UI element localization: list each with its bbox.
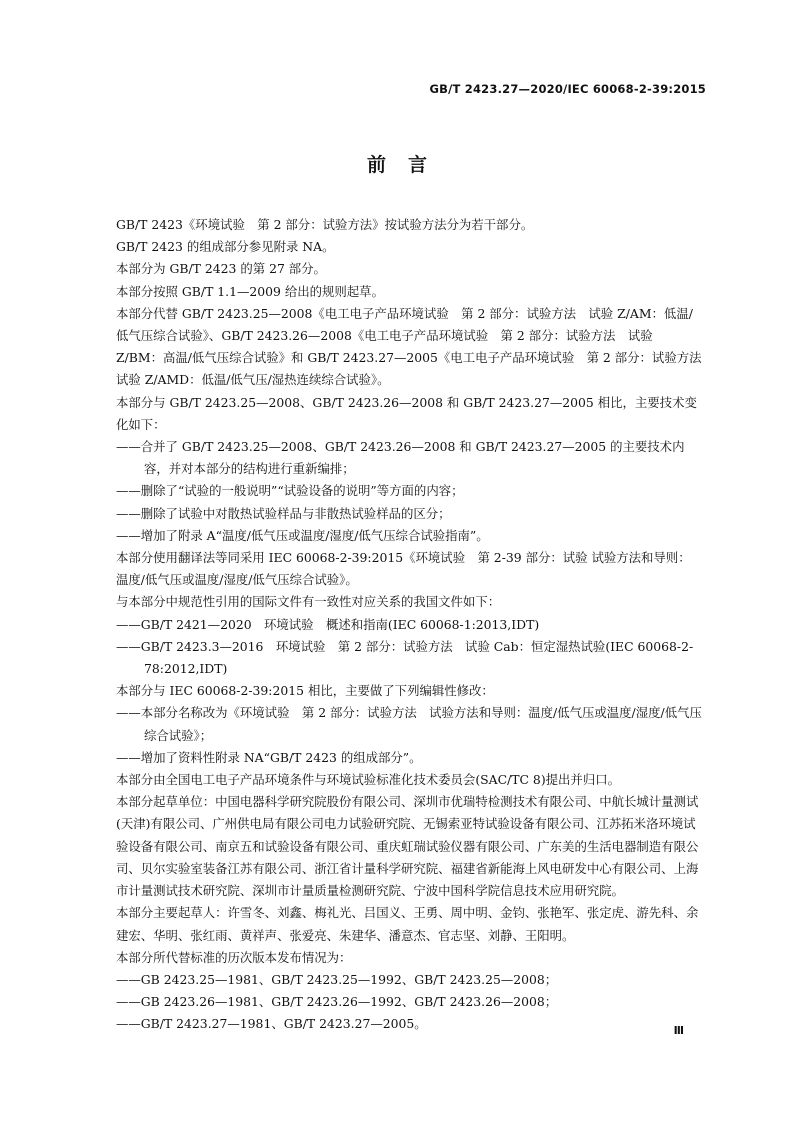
paragraph: 本部分所代替标准的历次版本发布情况为： [116, 949, 352, 965]
list-item: ——删除了试验中对散热试验样品与非散热试验样品的区分； [116, 505, 451, 521]
page-title: 前言 [366, 154, 449, 176]
paragraph: 本部分与 IEC 60068-2-39:2015 相比，主要做了下列编辑性修改： [116, 683, 494, 699]
list-item: ——本部分名称改为《环境试验 第 2 部分：试验方法 试验方法和导则：温度/低气压或温度/湿度/低气压综合试验》； [116, 705, 702, 743]
list-item: ——删除了“试验的一般说明”“试验设备的说明”等方面的内容； [116, 483, 464, 499]
paragraph: 本部分按照 GB/T 1.1—2009 给出的规则起草。 [116, 283, 384, 299]
page-number: Ⅲ [673, 1024, 684, 1037]
foreword-body [116, 214, 714, 1036]
list-item: ——GB 2423.25—1981、GB/T 2423.25—1992、GB/T 2423.25—2008； [116, 971, 558, 987]
paragraph: GB/T 2423 的组成部分参见附录 NA。 [116, 239, 335, 255]
list-item: ——增加了资料性附录 NA“GB/T 2423 的组成部分”。 [116, 749, 422, 765]
paragraph: 本部分代替 GB/T 2423.25—2008《电工电子产品环境试验 第 2 部分：试验方法 试验 Z/AM：低温/低气压综合试验》、GB/T 2423.26—2008《电工电子产品环境试验 第 2 部分：试验方法 试验 Z/BM：高温/低气压综合试验》和 GB/T 2423.27—2005《电工电子产品环境试验 第 2 部分：试验方法 试验 Z/AMD：低温/低气压/湿热连续综合试验》。 [116, 305, 714, 388]
paragraph: 本部分由全国电工电子产品环境条件与环境试验标准化技术委员会(SAC/TC 8)提出并归口。 [116, 772, 620, 788]
paragraph: 本部分主要起草人：许雪冬、刘鑫、梅礼光、吕国义、王勇、周中明、金钧、张艳军、张定虎、游先科、余建宏、华明、张红雨、黄祥声、张爱亮、朱建华、潘意杰、官志坚、刘静、王阳明。 [116, 905, 699, 943]
paragraph: 本部分与 GB/T 2423.25—2008、GB/T 2423.26—2008 和 GB/T 2423.27—2005 相比，主要技术变化如下： [116, 394, 697, 432]
list-item: ——增加了附录 A“温度/低气压或温度/湿度/低气压综合试验指南”。 [116, 527, 489, 543]
standard-number-header: GB/T 2423.27—2020/IEC 60068-2-39:2015 [429, 82, 706, 96]
paragraph: 与本部分中规范性引用的国际文件有一致性对应关系的我国文件如下： [116, 594, 501, 610]
list-item: ——GB/T 2421—2020 环境试验 概述和指南(IEC 60068-1:2013,IDT) [116, 616, 540, 632]
list-item: ——GB/T 2423.3—2016 环境试验 第 2 部分：试验方法 试验 Cab：恒定湿热试验(IEC 60068-2-78:2012,IDT) [116, 638, 694, 677]
paragraph: 本部分为 GB/T 2423 的第 27 部分。 [116, 261, 326, 277]
paragraph: 本部分使用翻译法等同采用 IEC 60068-2-39:2015《环境试验 第 2-39 部分：试验 试验方法和导则：温度/低气压或温度/湿度/低气压综合试验》。 [116, 550, 691, 588]
list-item: ——合并了 GB/T 2423.25—2008、GB/T 2423.26—2008 和 GB/T 2423.27—2005 的主要技术内容，并对本部分的结构进行重新编排； [116, 439, 685, 477]
paragraph: GB/T 2423《环境试验 第 2 部分：试验方法》按试验方法分为若干部分。 [116, 217, 534, 232]
paragraph: 本部分起草单位：中国电器科学研究院股份有限公司、深圳市优瑞特检测技术有限公司、中航长城计量测试(天津)有限公司、广州供电局有限公司电力试验研究院、无锡索亚特试验设备有限公司、江苏拓米洛环境试验设备有限公司、南京五和试验设备有限公司、重庆虹瑞试验仪器有限公司、广东美的生活电器制造有限公司、贝尔实验室装备江苏有限公司、浙江省计量科学研究院、福建省新能海上风电研发中心有限公司、上海市计量测试技术研究院、深圳市计量质量检测研究院、宁波中国科学院信息技术应用研究院。 [116, 794, 699, 899]
list-item: ——GB 2423.26—1981、GB/T 2423.26—1992、GB/T 2423.26—2008； [116, 994, 558, 1010]
list-item: ——GB/T 2423.27—1981、GB/T 2423.27—2005。 [116, 1016, 427, 1032]
